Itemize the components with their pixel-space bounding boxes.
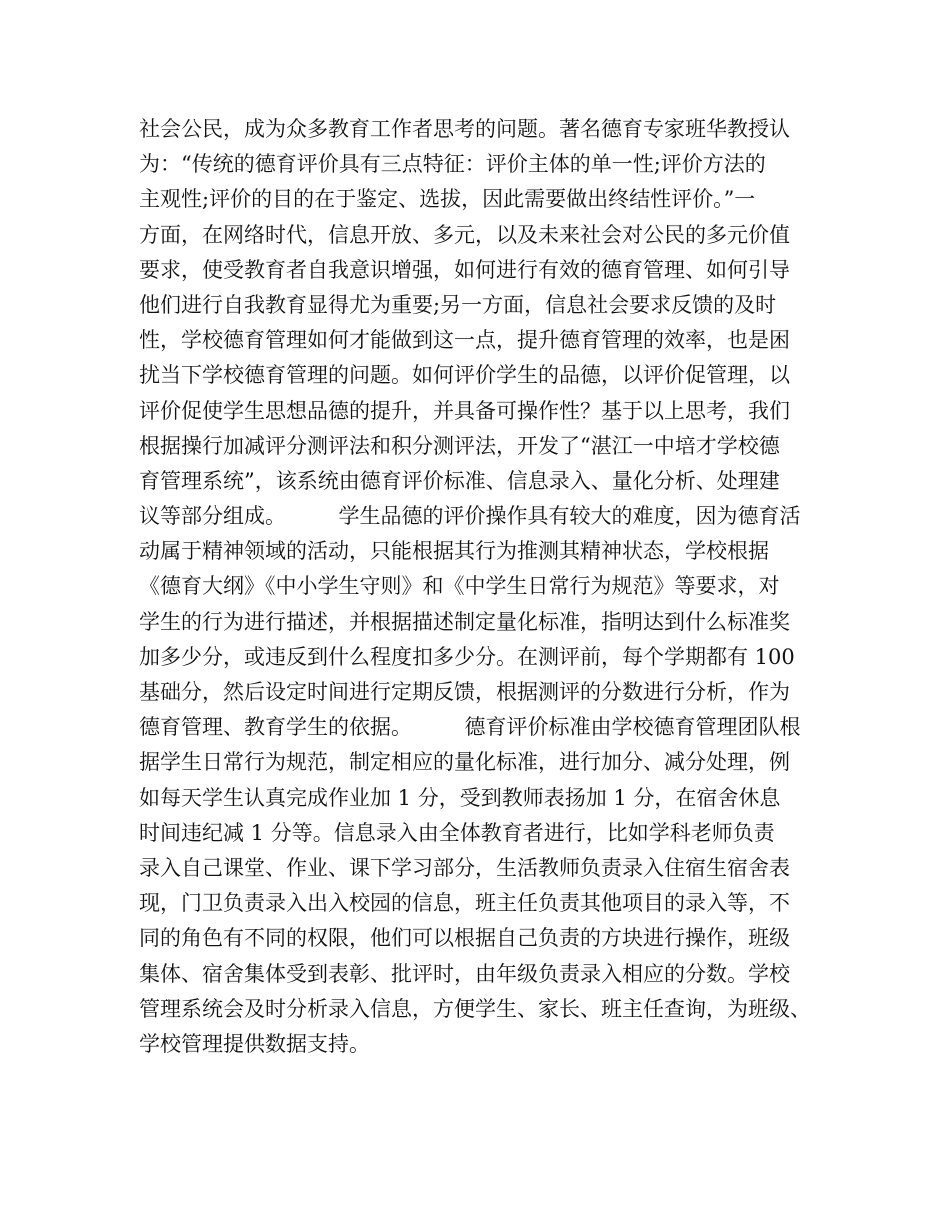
text-line: 方面，在网络时代，信息开放、多元，以及未来社会对公民的多元价值 [139, 222, 790, 247]
text-line: 他们进行自我教育显得尤为重要;另一方面，信息社会要求反馈的及时 [139, 292, 777, 317]
text-line: 据学生日常行为规范，制定相应的量化标准，进行加分、减分处理，例 [139, 750, 790, 775]
text-line: 为：“传统的德育评价具有三点特征：评价主体的单一性;评价方法的 [139, 152, 766, 177]
text-line: 《德育大纲》《中小学生守则》和《中学生日常行为规范》等要求，对 [139, 574, 780, 599]
text-line: 加多少分，或违反到什么程度扣多少分。在测评前，每个学期都有 100 [139, 644, 795, 669]
text-line: 录入自己课堂、作业、课下学习部分，生活教师负责录入住宿生宿舍表 [139, 855, 790, 880]
text-line: 学生的行为进行描述，并根据描述制定量化标准，指明达到什么标准奖 [139, 609, 790, 634]
text-line: 扰当下学校德育管理的问题。如何评价学生的品德，以评价促管理，以 [139, 363, 790, 388]
text-line: 评价促使学生思想品德的提升，并具备可操作性？基于以上思考，我们 [139, 398, 790, 423]
text-line: 育管理系统”，该系统由德育评价标准、信息录入、量化分析、处理建 [139, 468, 780, 493]
text-line: 学校管理提供数据支持。 [139, 1031, 370, 1056]
text-line: 社会公民，成为众多教育工作者思考的问题。著名德育专家班华教授认 [139, 117, 790, 141]
text-line: 如每天学生认真完成作业加 1 分，受到教师表扬加 1 分，在宿舍休息 [139, 785, 781, 810]
text-line: 性，学校德育管理如何才能做到这一点，提升德育管理的效率，也是困 [139, 328, 790, 353]
text-line: 基础分，然后设定时间进行定期反馈，根据测评的分数进行分析，作为 [139, 680, 790, 704]
body-text [139, 112, 829, 1062]
text-line: 德育管理、教育学生的依据。 德育评价标准由学校德育管理团队根 [139, 715, 801, 740]
text-line: 议等部分组成。 学生品德的评价操作具有较大的难度，因为德育活 [139, 504, 801, 529]
text-line: 动属于精神领域的活动，只能根据其行为推测其精神状态，学校根据 [139, 539, 769, 564]
text-line: 现，门卫负责录入出入校园的信息，班主任负责其他项目的录入等，不 [139, 891, 790, 916]
text-line: 同的角色有不同的权限，他们可以根据自己负责的方块进行操作，班级 [139, 926, 790, 951]
text-line: 要求，使受教育者自我意识增强，如何进行有效的德育管理、如何引导 [139, 257, 790, 282]
text-line: 管理系统会及时分析录入信息，方便学生、家长、班主任查询，为班级、 [139, 996, 811, 1021]
text-line: 集体、宿舍集体受到表彰、批评时，由年级负责录入相应的分数。学校 [139, 961, 790, 986]
text-line: 根据操行加减评分测评法和积分测评法，开发了“湛江一中培才学校德 [139, 433, 780, 458]
text-line: 主观性;评价的目的在于鉴定、选拔，因此需要做出终结性评价。”一 [139, 187, 756, 212]
text-line: 时间违纪减 1 分等。信息录入由全体教育者进行，比如学科老师负责 [139, 820, 775, 845]
